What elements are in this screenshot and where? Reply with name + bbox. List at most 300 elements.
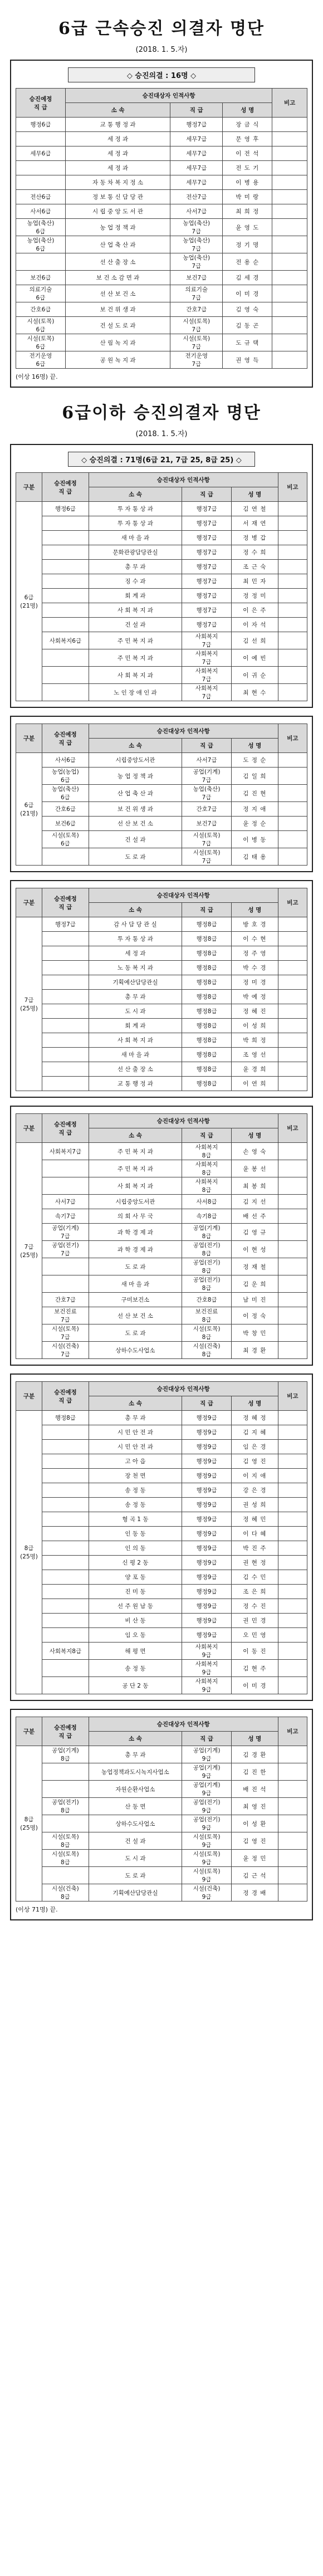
table-row (16, 204, 307, 219)
grade-cell: 보건7급 (182, 817, 232, 831)
name-cell: 이 은 주 (232, 603, 278, 618)
note-cell (278, 1614, 307, 1628)
note-cell (278, 1850, 307, 1867)
target-grade-cell: 보건진료 7급 (42, 1307, 89, 1324)
note-cell (272, 118, 307, 132)
dept-cell: 송 정 동 (89, 1660, 182, 1677)
table-row (16, 817, 307, 831)
target-grade-cell (42, 1177, 89, 1195)
grade-cell: 행정9급 (182, 1599, 232, 1614)
name-cell: 남 미 진 (232, 1293, 278, 1307)
name-cell: 이 성 희 (232, 1019, 278, 1033)
table-row (16, 1195, 307, 1209)
table-row (16, 118, 307, 132)
target-grade-cell: 행정6급 (42, 502, 89, 516)
name-cell: 권 영 득 (223, 351, 272, 369)
target-grade-cell: 속기7급 (42, 1209, 89, 1224)
table-row (16, 1177, 307, 1195)
target-grade-cell (42, 1062, 89, 1077)
table-row (16, 1781, 307, 1798)
note-cell (278, 848, 307, 866)
grade-cell: 행정8급 (182, 961, 232, 975)
note-cell (278, 516, 307, 531)
table-row (16, 1884, 307, 1902)
grade-cell: 공업(기계) 9급 (182, 1781, 232, 1798)
grade-cell: 행정8급 (182, 917, 232, 932)
table-row (16, 1585, 307, 1599)
grade-cell: 행정8급 (182, 1004, 232, 1019)
doc1-summary: ◇ 승진의결 : 16명 ◇ (68, 67, 255, 82)
name-cell: 장 금 식 (223, 118, 272, 132)
dept-cell: 투 자 통 상 과 (89, 932, 182, 946)
target-grade-cell: 전기운영 6급 (16, 351, 66, 369)
table-row (16, 1048, 307, 1062)
target-grade-cell (42, 545, 89, 560)
target-grade-cell: 세무6급 (16, 146, 66, 161)
table-row (16, 1628, 307, 1643)
name-cell: 오 민 영 (232, 1628, 278, 1643)
grade-cell: 행정9급 (182, 1454, 232, 1469)
target-grade-cell (42, 1570, 89, 1585)
name-cell: 이 지 애 (232, 1469, 278, 1483)
note-cell (278, 1527, 307, 1541)
grade-cell: 시설(토목) 7급 (182, 848, 232, 866)
grade-cell: 공업(기계) 9급 (182, 1746, 232, 1763)
dept-cell: 회 계 과 (89, 1019, 182, 1033)
target-grade-cell (42, 1033, 89, 1048)
name-cell: 이 다 혜 (232, 1527, 278, 1541)
target-grade-cell: 간호6급 (42, 802, 89, 817)
target-grade-cell: 농업(축산) 6급 (16, 236, 66, 253)
note-cell (272, 253, 307, 271)
doc2-summary: ◇ 승진의결 : 71명(6급 21, 7급 25, 8급 25) ◇ (68, 452, 255, 467)
table-row (16, 175, 307, 190)
header-division: 구분 (16, 1382, 42, 1411)
dept-cell: 자 동 차 복 지 정 소 (65, 175, 170, 190)
target-grade-cell (42, 1628, 89, 1643)
grade-cell: 간호7급 (170, 302, 223, 317)
table-row (16, 1425, 307, 1440)
name-cell: 도 규 택 (223, 334, 272, 351)
target-grade-cell (42, 1585, 89, 1599)
note-cell (278, 1241, 307, 1258)
table-row (16, 667, 307, 684)
dept-cell: 새 마 을 과 (89, 1275, 182, 1293)
table-row (16, 1258, 307, 1275)
note-cell (278, 932, 307, 946)
dept-cell: 사 회 복 지 과 (89, 1033, 182, 1048)
table-row (16, 831, 307, 848)
grade-cell: 행정9급 (182, 1628, 232, 1643)
grade-cell: 의료기술 7급 (170, 285, 223, 302)
name-cell: 정 혜 진 (232, 1004, 278, 1019)
header-group: 승진대상자 인적사항 (89, 1717, 278, 1732)
name-cell: 조 근 숙 (232, 560, 278, 574)
name-cell: 박 창 민 (232, 1324, 278, 1342)
note-cell (278, 1483, 307, 1498)
table-row (16, 917, 307, 932)
name-cell: 이 연 희 (232, 1077, 278, 1091)
table-row (16, 1209, 307, 1224)
note-cell (278, 1209, 307, 1224)
doc1-header-grade: 직 급 (170, 103, 223, 118)
target-grade-cell: 공업(기계) 7급 (42, 1224, 89, 1241)
note-cell (278, 1556, 307, 1570)
note-cell (272, 161, 307, 175)
target-grade-cell: 사서7급 (42, 1195, 89, 1209)
doc2-table (16, 1381, 307, 1694)
table-row (16, 785, 307, 802)
grade-cell: 행정9급 (182, 1585, 232, 1599)
table-row (16, 1527, 307, 1541)
name-cell: 이 미 경 (232, 1677, 278, 1694)
table-row (16, 531, 307, 545)
dept-cell: 선 산 출 장 소 (65, 253, 170, 271)
name-cell: 정 미 경 (232, 975, 278, 990)
target-grade-cell (42, 1440, 89, 1454)
dept-cell: 주 민 복 지 과 (89, 1143, 182, 1160)
name-cell: 정 경 배 (232, 1884, 278, 1902)
division-cell: 7급 (25명) (16, 1143, 42, 1359)
dept-cell: 총 무 과 (89, 1411, 182, 1425)
table-row (16, 1143, 307, 1160)
name-cell: 이 동 진 (232, 1643, 278, 1660)
table-row (16, 990, 307, 1004)
note-cell (278, 632, 307, 649)
note-cell (272, 190, 307, 204)
grade-cell: 시설(건축) 9급 (182, 1884, 232, 1902)
dept-cell: 인 동 동 (89, 1527, 182, 1541)
target-grade-cell: 시설(토목) 8급 (42, 1850, 89, 1867)
table-row (16, 975, 307, 990)
target-grade-cell (42, 1677, 89, 1694)
grade-cell: 속기8급 (182, 1209, 232, 1224)
grade-cell: 시설(토목) 9급 (182, 1832, 232, 1850)
dept-cell: 징 수 과 (89, 574, 182, 589)
grade-cell: 행정8급 (182, 1062, 232, 1077)
header-target-grade: 승진예정 직 급 (42, 888, 89, 917)
note-cell (278, 560, 307, 574)
note-cell (272, 204, 307, 219)
target-grade-cell (42, 667, 89, 684)
grade-cell: 농업(축산) 7급 (170, 219, 223, 236)
name-cell: 전 도 기 (223, 161, 272, 175)
table-row (16, 1440, 307, 1454)
grade-cell: 시설(건축) 8급 (182, 1342, 232, 1359)
doc1-note: (이상 16명) 끝. (16, 373, 58, 380)
note-cell (278, 1454, 307, 1469)
header-division: 구분 (16, 1717, 42, 1746)
doc2-section-box (10, 444, 313, 708)
dept-cell: 시 민 안 전 과 (89, 1425, 182, 1440)
dept-cell: 시립중앙도서관 (89, 1195, 182, 1209)
doc2-table (16, 472, 307, 701)
name-cell: 정 기 명 (223, 236, 272, 253)
dept-cell: 장 천 면 (89, 1469, 182, 1483)
note-cell (278, 1033, 307, 1048)
dept-cell: 사 회 복 지 과 (89, 603, 182, 618)
table-row (16, 1599, 307, 1614)
dept-cell: 의 회 사 무 국 (89, 1209, 182, 1224)
target-grade-cell: 사서6급 (16, 204, 66, 219)
dept-cell: 해 평 면 (89, 1643, 182, 1660)
doc2-section-box (10, 880, 313, 1098)
note-cell (278, 917, 307, 932)
name-cell: 최 민 자 (232, 574, 278, 589)
target-grade-cell (16, 175, 66, 190)
grade-cell: 행정7급 (182, 516, 232, 531)
target-grade-cell (42, 848, 89, 866)
name-cell: 이 자 석 (232, 618, 278, 632)
header-name: 성 명 (232, 1732, 278, 1746)
table-row (16, 236, 307, 253)
target-grade-cell: 전산6급 (16, 190, 66, 204)
dept-cell: 교 통 행 정 과 (89, 1077, 182, 1091)
target-grade-cell (42, 1867, 89, 1884)
note-cell (278, 817, 307, 831)
table-row (16, 271, 307, 285)
note-cell (278, 1048, 307, 1062)
name-cell: 권 성 희 (232, 1498, 278, 1512)
name-cell: 이 성 환 (232, 1815, 278, 1832)
grade-cell: 행정8급 (182, 1019, 232, 1033)
grade-cell: 행정9급 (182, 1469, 232, 1483)
name-cell: 임 은 경 (232, 1440, 278, 1454)
header-division: 구분 (16, 888, 42, 917)
target-grade-cell (42, 560, 89, 574)
doc1-table (16, 88, 307, 369)
header-group: 승진대상자 인적사항 (89, 724, 278, 739)
table-row (16, 285, 307, 302)
header-division: 구분 (16, 1114, 42, 1143)
grade-cell: 공업(기계) 7급 (182, 768, 232, 785)
grade-cell: 행정9급 (182, 1512, 232, 1527)
table-row (16, 1660, 307, 1677)
table-row (16, 574, 307, 589)
grade-cell: 행정8급 (182, 946, 232, 961)
name-cell: 이 병 동 (232, 831, 278, 848)
name-cell: 윤 봉 선 (232, 1160, 278, 1177)
note-cell (278, 990, 307, 1004)
name-cell: 이 전 석 (223, 146, 272, 161)
note-cell (278, 1195, 307, 1209)
note-cell (272, 271, 307, 285)
division-cell: 6급 (21명) (16, 753, 42, 866)
target-grade-cell (42, 649, 89, 667)
note-cell (278, 1815, 307, 1832)
dept-cell: 노 동 복 지 과 (89, 961, 182, 975)
table-row (16, 1512, 307, 1527)
note-cell (278, 1541, 307, 1556)
table-row (16, 961, 307, 975)
note-cell (272, 146, 307, 161)
grade-cell: 공업(전기) 8급 (182, 1275, 232, 1293)
target-grade-cell (42, 1527, 89, 1541)
grade-cell: 공업(전기) 8급 (182, 1258, 232, 1275)
table-row (16, 1469, 307, 1483)
doc2-section-box (10, 1709, 313, 1920)
header-target-grade: 승진예정 직 급 (42, 724, 89, 753)
grade-cell: 시설(토목) 7급 (170, 334, 223, 351)
note-cell (278, 1832, 307, 1850)
table-row (16, 161, 307, 175)
dept-cell: 보 건 소 감 면 과 (65, 271, 170, 285)
target-grade-cell (42, 1512, 89, 1527)
dept-cell: 투 자 통 상 과 (89, 502, 182, 516)
grade-cell: 행정8급 (182, 975, 232, 990)
dept-cell: 과 학 경 제 과 (89, 1224, 182, 1241)
table-row (16, 1677, 307, 1694)
note-cell (278, 531, 307, 545)
grade-cell: 행정7급 (182, 589, 232, 603)
table-row (16, 351, 307, 369)
dept-cell: 농 업 정 책 과 (65, 219, 170, 236)
name-cell: 권 현 정 (232, 1556, 278, 1570)
grade-cell: 행정9급 (182, 1440, 232, 1454)
dept-cell: 산 업 축 산 과 (65, 236, 170, 253)
target-grade-cell (42, 1019, 89, 1033)
note-cell (278, 1160, 307, 1177)
header-target-grade: 승진예정 직 급 (42, 1717, 89, 1746)
grade-cell: 시설(토목) 9급 (182, 1850, 232, 1867)
header-name: 성 명 (232, 1396, 278, 1411)
note-cell (278, 1411, 307, 1425)
note-cell (278, 1293, 307, 1307)
name-cell: 이 미 경 (223, 285, 272, 302)
note-cell (278, 684, 307, 701)
doc2-section-box (10, 716, 313, 872)
grade-cell: 사회복지 9급 (182, 1677, 232, 1694)
table-row (16, 932, 307, 946)
table-row (16, 1411, 307, 1425)
name-cell: 김 지 혜 (232, 1425, 278, 1440)
dept-cell: 자원순환사업소 (89, 1781, 182, 1798)
grade-cell: 농업(축산) 7급 (170, 253, 223, 271)
table-row (16, 302, 307, 317)
table-row (16, 1019, 307, 1033)
dept-cell: 임 오 동 (89, 1628, 182, 1643)
dept-cell: 형 곡 1 동 (89, 1512, 182, 1527)
table-row (16, 589, 307, 603)
table-row (16, 1763, 307, 1781)
dept-cell: 선 산 보 건 소 (65, 285, 170, 302)
dept-cell: 농 업 정 책 과 (89, 768, 182, 785)
name-cell: 이 수 현 (232, 932, 278, 946)
table-row (16, 132, 307, 146)
name-cell: 박 진 주 (232, 1541, 278, 1556)
target-grade-cell: 공업(전기) 7급 (42, 1241, 89, 1258)
target-grade-cell (42, 946, 89, 961)
grade-cell: 간호7급 (182, 802, 232, 817)
table-row (16, 253, 307, 271)
dept-cell: 투 자 통 상 과 (89, 516, 182, 531)
grade-cell: 보건진료 8급 (182, 1307, 232, 1324)
header-dept: 소 속 (89, 1396, 182, 1411)
header-note: 비고 (278, 1717, 307, 1746)
target-grade-cell: 농업(농업) 6급 (42, 768, 89, 785)
target-grade-cell (42, 975, 89, 990)
doc2-section-box (10, 1373, 313, 1701)
grade-cell: 행정9급 (182, 1483, 232, 1498)
doc2-section-box (10, 1106, 313, 1366)
note-cell (278, 1077, 307, 1091)
dept-cell: 선 주 원 남 동 (89, 1599, 182, 1614)
note-cell (278, 1746, 307, 1763)
grade-cell: 공업(기계) 8급 (182, 1224, 232, 1241)
header-note: 비고 (278, 888, 307, 917)
dept-cell: 양 포 동 (89, 1570, 182, 1585)
note-cell (278, 1275, 307, 1293)
name-cell: 정 지 애 (232, 802, 278, 817)
dept-cell: 산 업 축 산 과 (89, 785, 182, 802)
grade-cell: 행정7급 (182, 531, 232, 545)
header-target-grade: 승진예정 직 급 (42, 473, 89, 502)
dept-cell: 시립중앙도서관 (89, 753, 182, 768)
target-grade-cell (42, 1541, 89, 1556)
grade-cell: 사서7급 (182, 753, 232, 768)
note-cell (278, 1599, 307, 1614)
note-cell (272, 351, 307, 369)
header-division: 구분 (16, 473, 42, 502)
target-grade-cell (42, 1048, 89, 1062)
dept-cell: 시 민 안 전 과 (89, 1440, 182, 1454)
dept-cell: 기획예산담당관실 (89, 1884, 182, 1902)
dept-cell: 도 로 과 (89, 848, 182, 866)
note-cell (278, 1019, 307, 1033)
header-note: 비고 (278, 724, 307, 753)
doc1-header-target-grade: 승진예정 직 급 (16, 89, 66, 118)
grade-cell: 행정9급 (182, 1425, 232, 1440)
table-row (16, 334, 307, 351)
grade-cell: 행정9급 (182, 1411, 232, 1425)
name-cell: 배 선 주 (232, 1209, 278, 1224)
header-dept: 소 속 (89, 739, 182, 753)
grade-cell: 행정7급 (182, 545, 232, 560)
target-grade-cell: 시설(토목) 8급 (42, 1832, 89, 1850)
grade-cell: 사회복지 7급 (182, 684, 232, 701)
grade-cell: 공업(전기) 9급 (182, 1815, 232, 1832)
name-cell: 박 희 정 (232, 1033, 278, 1048)
name-cell: 문 영 후 (223, 132, 272, 146)
dept-cell: 건 설 도 로 과 (65, 317, 170, 334)
table-row (16, 618, 307, 632)
grade-cell: 행정7급 (182, 502, 232, 516)
target-grade-cell (42, 618, 89, 632)
name-cell: 강 은 경 (232, 1483, 278, 1498)
dept-cell: 교 통 행 정 과 (65, 118, 170, 132)
name-cell: 이 병 용 (223, 175, 272, 190)
header-name: 성 명 (232, 1128, 278, 1143)
division-cell: 6급 (21명) (16, 502, 42, 701)
header-note: 비고 (278, 1382, 307, 1411)
target-grade-cell (42, 932, 89, 946)
table-row (16, 219, 307, 236)
note-cell (278, 1660, 307, 1677)
dept-cell: 진 미 동 (89, 1585, 182, 1599)
name-cell: 조 영 선 (232, 1048, 278, 1062)
table-row (16, 1342, 307, 1359)
grade-cell: 사회복지 8급 (182, 1143, 232, 1160)
note-cell (278, 1469, 307, 1483)
note-cell (272, 219, 307, 236)
target-grade-cell: 보건6급 (42, 817, 89, 831)
note-cell (278, 946, 307, 961)
dept-cell: 세 정 과 (89, 946, 182, 961)
name-cell: 김 연 철 (232, 502, 278, 516)
note-cell (278, 753, 307, 768)
name-cell: 김 영 규 (232, 1224, 278, 1241)
note-cell (278, 802, 307, 817)
